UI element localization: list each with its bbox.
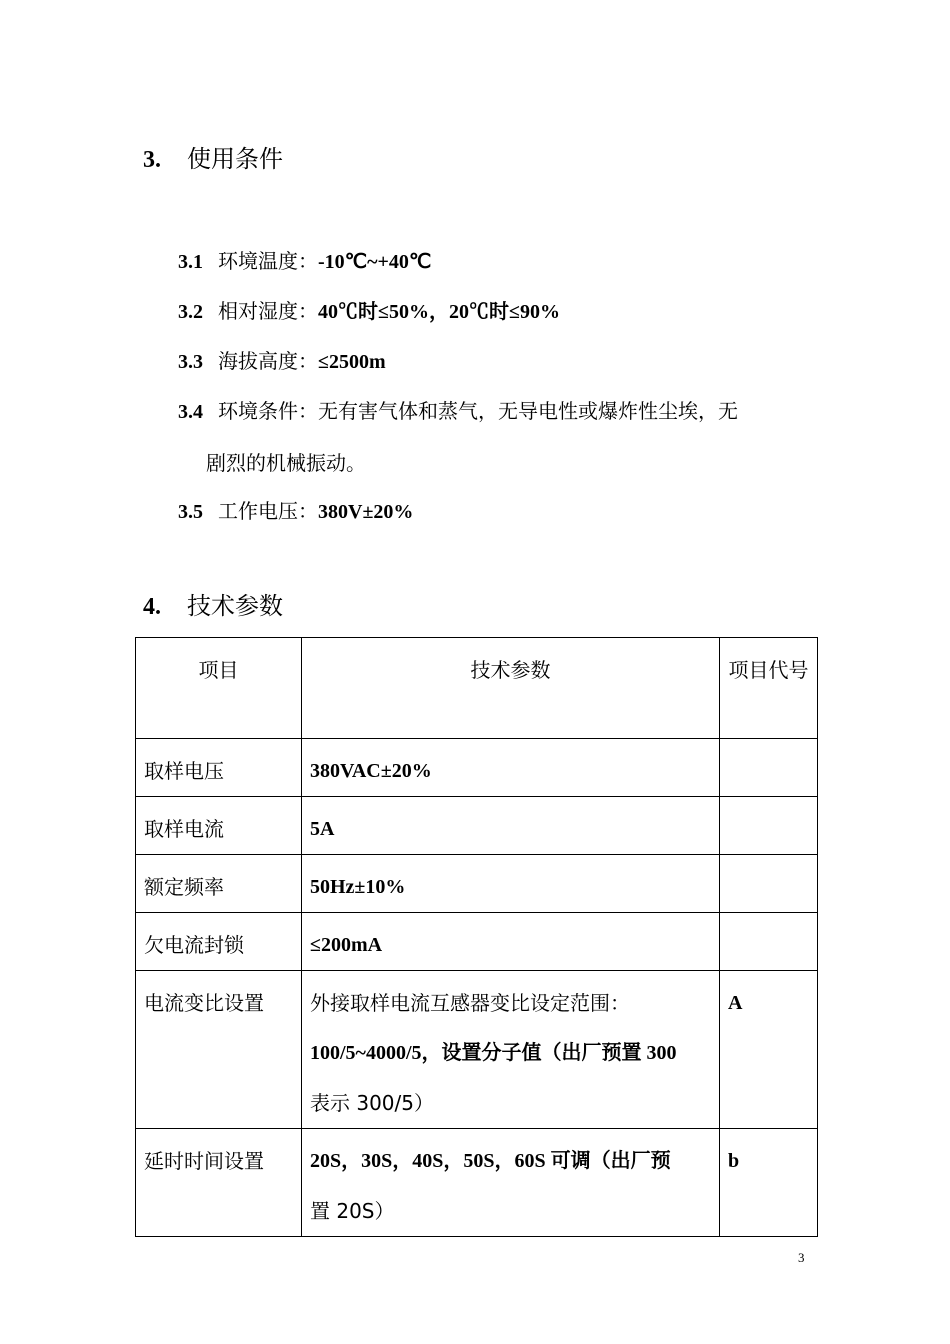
row-param: 5A — [302, 797, 720, 855]
row-item: 欠电流封锁 — [136, 913, 302, 971]
table-row — [136, 913, 818, 971]
param-line: 表示 300/5） — [310, 1091, 434, 1115]
condition-item-3-4 — [178, 397, 738, 426]
row-param: ≤200mA — [302, 913, 720, 971]
row-item: 取样电压 — [136, 739, 302, 797]
row-item: 取样电流 — [136, 797, 302, 855]
param-line: 置 20S） — [310, 1199, 395, 1223]
item-value: 380V±20% — [318, 501, 414, 523]
item-number: 3.5 — [178, 501, 203, 523]
param-line: 100/5~4000/5，设置分子值（出厂预置 300 — [310, 1042, 677, 1064]
item-number: 3.2 — [178, 301, 203, 323]
item-label: 环境温度： — [218, 249, 318, 273]
item-value: -10℃~+40℃ — [318, 251, 432, 273]
table-row — [136, 1129, 818, 1237]
row-param: 380VAC±20% — [302, 739, 720, 797]
condition-item-3-5 — [178, 497, 413, 526]
table-row — [136, 971, 818, 1129]
header-param: 技术参数 — [302, 638, 720, 739]
row-item: 额定频率 — [136, 855, 302, 913]
condition-item-3-1 — [178, 247, 431, 276]
section-4-title: 技术参数 — [187, 592, 283, 620]
row-item: 延时时间设置 — [136, 1129, 302, 1237]
row-code — [720, 855, 818, 913]
section-3-title: 使用条件 — [187, 145, 283, 173]
section-3-number: 3. — [143, 147, 161, 173]
header-item: 项目 — [136, 638, 302, 739]
condition-item-3-3 — [178, 347, 386, 376]
param-line: 外接取样电流互感器变比设定范围： — [310, 991, 630, 1015]
row-param: 50Hz±10% — [302, 855, 720, 913]
item-label: 海拔高度： — [218, 349, 318, 373]
table-row — [136, 739, 818, 797]
tech-params-table — [135, 637, 818, 1237]
page-number: 3 — [798, 1250, 805, 1265]
row-code — [720, 797, 818, 855]
item-value: 40℃时≤50%，20℃时≤90% — [318, 301, 560, 323]
item-number: 3.4 — [178, 401, 203, 423]
item-value: ≤2500m — [318, 351, 386, 373]
row-code — [720, 913, 818, 971]
section-4-heading — [143, 591, 283, 622]
section-3-heading — [143, 144, 283, 175]
section-4-number: 4. — [143, 594, 161, 620]
row-param — [302, 971, 720, 1129]
item-number: 3.3 — [178, 351, 203, 373]
table-row — [136, 855, 818, 913]
item-label: 工作电压： — [218, 499, 318, 523]
header-code: 项目代号 — [720, 638, 818, 739]
row-code: b — [720, 1129, 818, 1237]
condition-item-3-4-continuation: 剧烈的机械振动。 — [206, 451, 366, 475]
param-line: 20S，30S，40S，50S，60S 可调（出厂预 — [310, 1150, 671, 1172]
row-param — [302, 1129, 720, 1237]
item-number: 3.1 — [178, 251, 203, 273]
row-code: A — [720, 971, 818, 1129]
item-label: 相对湿度： — [218, 299, 318, 323]
item-label: 环境条件： — [218, 399, 318, 423]
item-value: 无有害气体和蒸气，无导电性或爆炸性尘埃，无 — [318, 399, 738, 423]
table-row — [136, 797, 818, 855]
condition-item-3-2 — [178, 297, 560, 326]
table-header-row — [136, 638, 818, 739]
row-item: 电流变比设置 — [136, 971, 302, 1129]
row-code — [720, 739, 818, 797]
